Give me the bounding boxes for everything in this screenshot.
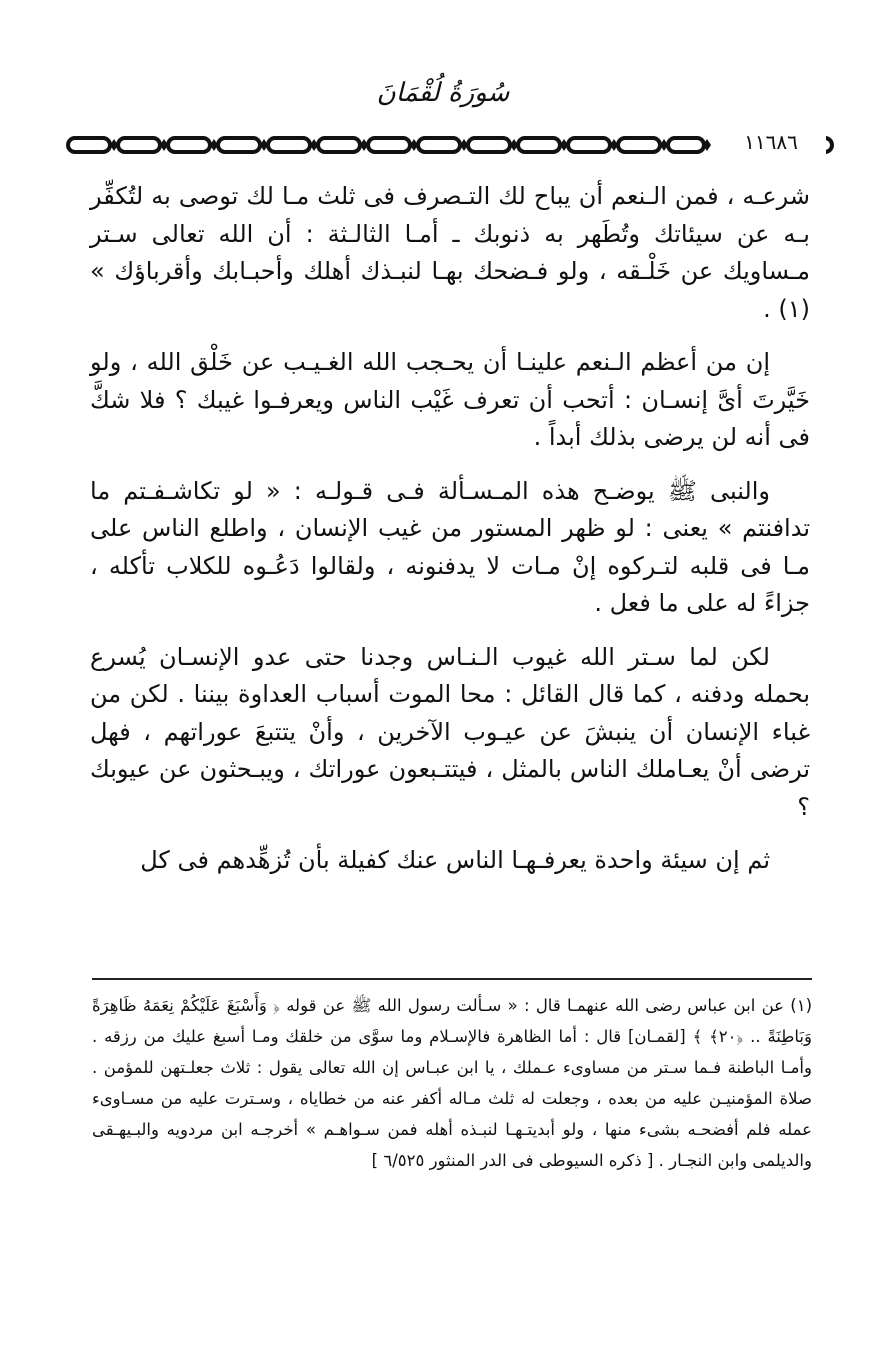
paragraph-4: لكن لما سـتر الله غيوب الـنـاس وجدنا حتى عدو الإنسـان يُسرع بحمله ودفنه ، كما قال القائل : محا الموت أسباب العداوة بيننا . لكن من غباء الإنسان أن ينبشَ عن عيـوب الآخرين ، وأنْ يتتبعَ عوراتهم ، فهل ترضى أنْ يعـاملك الناس بالمثل ، فيتتـبعون عوراتك ، ويبـحثون عن عيوبك ؟ (90, 642, 810, 821)
body-text (90, 178, 810, 880)
page-number: ١١٦٨٦ (716, 130, 826, 154)
footnote-divider (92, 978, 812, 980)
paragraph-1: شرعـه ، فمن الـنعم أن يباح لك التـصرف فى ثلث مـا لك توصى به لتُكفِّر بـه عن سيئاتك وتُطَهر به ذنوبك ـ أمـا الثالـثة : أن الله تعالى سـتر مـساويك عن خَلْـقه ، ولو فـضحك بهـا لنبـذك أهلك وأحبـابك وأقرباؤك » (١) . (90, 182, 810, 323)
paragraph-5: ثم إن سيئة واحدة يعرفـهـا الناس عنك كفيلة بأن تُزهِّدهم فى كل (140, 846, 770, 874)
paragraph-2: إن من أعظم الـنعم علينـا أن يحـجب الله الغـيـب عن خَلْق الله ، ولو خَيَّرتَ أىَّ إنسـان : أتحب أن تعرف غَيْب الناس ويعرفـوا غيبك ؟ فلا شكَّ فى أنه لن يرضى بذلك أبداً . (90, 348, 810, 451)
surah-title: سُورَةُ لُقْمَانَ (376, 78, 510, 108)
footnote-text: (١) عن ابن عباس رضى الله عنهمـا قال : « سـألت رسول الله ﷺ عن قوله ﴿ وَأَسْبَغَ عَلَيْكُمْ نِعَمَهُ ظَاهِرَةً وَبَاطِنَةً .. ﴿٢٠﴾ ﴾ [لقمـان] قال : أما الظاهرة فالإسـلام وما سوَّى من خلقك ومـا أسبغ عليك من رزقه . وأمـا الباطنة فـما سـتر من مساوىء عـملك ، يا ابن عبـاس إن الله تعالى يقول : ثلاث جعلـتهن للمؤمن . صلاة المؤمنيـن عليه من بعده ، وجعلت له ثلث مـاله أكفر عنه من خطاياه ، وسـترت عليه من مسـاوىء عمله فلم أفضحـه بشىء منها ، ولو أبديتـهـا لنبـذه أهله فمن سـواهـم » أخرجـه ابن مردويه والبـيهـقى والديلمى وابن النجـار . [ ذكره السيوطى فى الدر المنثور ٦/٥٢٥ ] (92, 996, 812, 1170)
footnote (92, 990, 812, 1176)
paragraph-3: والنبى ﷺ يوضـح هذه المـسـألة فـى قـولـه : « لو تكاشـفـتم ما تدافنتم » يعنى : لو ظهر المستور من غيب الإنسان ، واطلع الناس على مـا فى قلبه لتـركوه إنْ مـات لا يدفنونه ، ولقالوا دَعُـوه للكلاب تأكله ، جزاءً له على ما فعل . (90, 476, 810, 617)
